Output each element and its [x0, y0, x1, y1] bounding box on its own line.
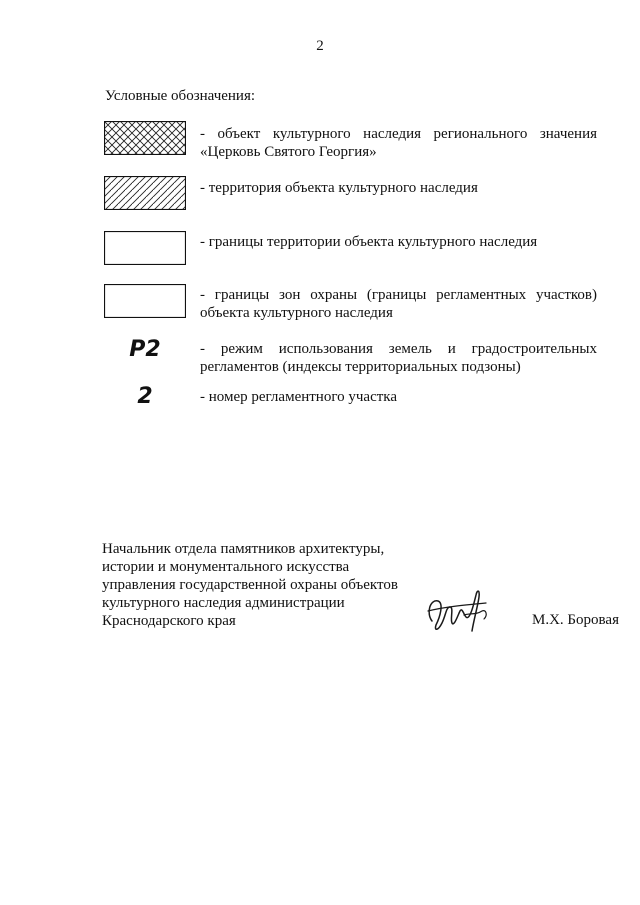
legend-symbol: 2 — [137, 384, 153, 409]
outline-swatch — [104, 284, 186, 318]
signatory-position — [102, 540, 398, 630]
page-number: 2 — [316, 38, 324, 54]
legend-item-desc: - территория объекта культурного наследия — [200, 180, 478, 196]
position-line: управления государственной охраны объектов — [102, 577, 398, 593]
crosshatch-swatch — [104, 121, 186, 155]
position-line: истории и монументального искусства — [102, 559, 350, 575]
signatory-name: М.Х. Боровая — [532, 612, 619, 628]
legend-title: Условные обозначения: — [105, 88, 256, 104]
legend-item-desc: - объект культурного наследия регионального значения «Церковь Святого Георгия» — [200, 126, 597, 160]
diagonal-hatch-swatch — [104, 176, 186, 210]
legend-symbol: Р2 — [129, 337, 161, 362]
outline-swatch — [104, 231, 186, 265]
legend-item-desc: - границы территории объекта культурного наследия — [200, 234, 538, 250]
position-line: Начальник отдела памятников архитектуры, — [102, 541, 385, 557]
handwritten-signature — [424, 585, 494, 644]
legend-item-desc: - номер регламентного участка — [200, 389, 397, 405]
position-line: культурного наследия администрации — [102, 595, 345, 611]
legend-item-desc: - границы зон охраны (границы регламентных участков) объекта культурного наследия — [200, 287, 597, 321]
legend-item-desc: - режим использования земель и градостроительных регламентов (индексы территориальных подзоны) — [200, 341, 597, 375]
position-line: Краснодарского края — [102, 613, 236, 629]
